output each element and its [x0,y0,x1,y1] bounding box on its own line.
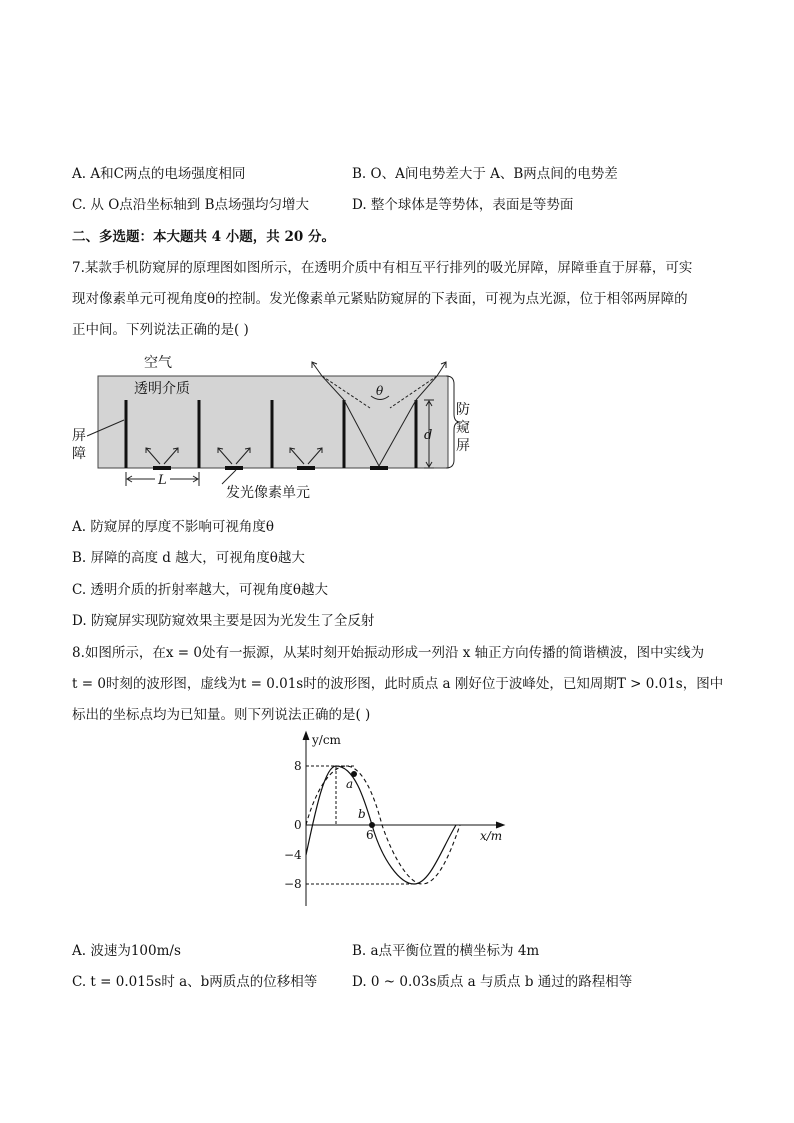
pixel-unit [153,466,171,470]
screen-label-3: 屏 [456,438,470,454]
q6-option-a: A. A和C两点的电场强度相同 [72,166,246,182]
q8-stem-line-3: 标出的坐标点均为已知量。则下列说法正确的是( ) [72,707,371,723]
q7-option-c: C. 透明介质的折射率越大，可视角度θ越大 [72,582,329,598]
y-tick-m4: −4 [284,848,302,862]
pixel-unit [370,466,388,470]
q7-option-b: B. 屏障的高度 d 越大，可视角度θ越大 [72,550,305,566]
barrier-label-2: 障 [72,446,86,462]
point-a-label: a [346,777,354,791]
section-header-multiple-choice: 二、多选题：本大题共 4 小题，共 20 分。 [72,229,335,245]
pixel-unit [297,466,315,470]
q6-option-c: C. 从 O点沿坐标轴到 B点场强均匀增大 [72,197,310,213]
air-label: 空气 [144,355,172,371]
x-tick-6: 6 [366,828,374,842]
y-axis-label: y/cm [312,733,341,747]
q7-stem-line-3: 正中间。下列说法正确的是( ) [72,322,249,338]
q7-stem-line-1: 7.某款手机防窥屏的原理图如图所示，在透明介质中有相互平行排列的吸光屏障，屏障垂直于屏幕，可实 [72,260,693,276]
y-tick-m8: −8 [284,877,302,891]
q8-option-b: B. a点平衡位置的横坐标为 4m [352,943,540,959]
point-b [369,822,375,828]
point-b-label: b [358,807,366,821]
theta-label: θ [376,384,384,398]
pixel-label: 发光像素单元 [226,485,310,501]
q7-stem-line-2: 现对像素单元可视角度θ的控制。发光像素单元紧贴防窥屏的下表面，可视为点光源，位于相邻两屏障的 [72,291,688,307]
q8-wave-figure [270,728,520,912]
q8-option-d: D. 0 ~ 0.03s质点 a 与质点 b 通过的路程相等 [352,974,633,990]
q7-figure [60,348,500,508]
q8-option-c: C. t = 0.015s时 a、b两质点的位移相等 [72,974,318,990]
q7-option-d: D. 防窥屏实现防窥效果主要是因为光发生了全反射 [72,613,375,629]
q8-option-a: A. 波速为100m/s [72,943,181,959]
q6-option-d: D. 整个球体是等势体，表面是等势面 [352,197,574,213]
q8-stem-line-2: t = 0时刻的波形图，虚线为t = 0.01s时的波形图，此时质点 a 刚好位于波峰处，已知周期T > 0.01s，图中 [72,676,724,692]
x-axis-label: x/m [480,829,503,843]
barrier-label-1: 屏 [72,428,86,444]
medium-label: 透明介质 [134,381,190,397]
q7-option-a: A. 防窥屏的厚度不影响可视角度θ [72,519,274,535]
screen-label-2: 窥 [456,420,470,436]
q6-option-b: B. O、A间电势差大于 A、B两点间的电势差 [352,166,618,182]
d-label: d [424,428,433,443]
screen-label-1: 防 [456,402,470,418]
pixel-unit [225,466,243,470]
y-tick-0: 0 [294,818,302,832]
l-label: L [158,473,167,488]
y-tick-8: 8 [294,759,302,773]
q8-stem-line-1: 8.如图所示，在x = 0处有一振源，从某时刻开始振动形成一列沿 x 轴正方向传播的简谐横波，图中实线为 [72,645,705,661]
